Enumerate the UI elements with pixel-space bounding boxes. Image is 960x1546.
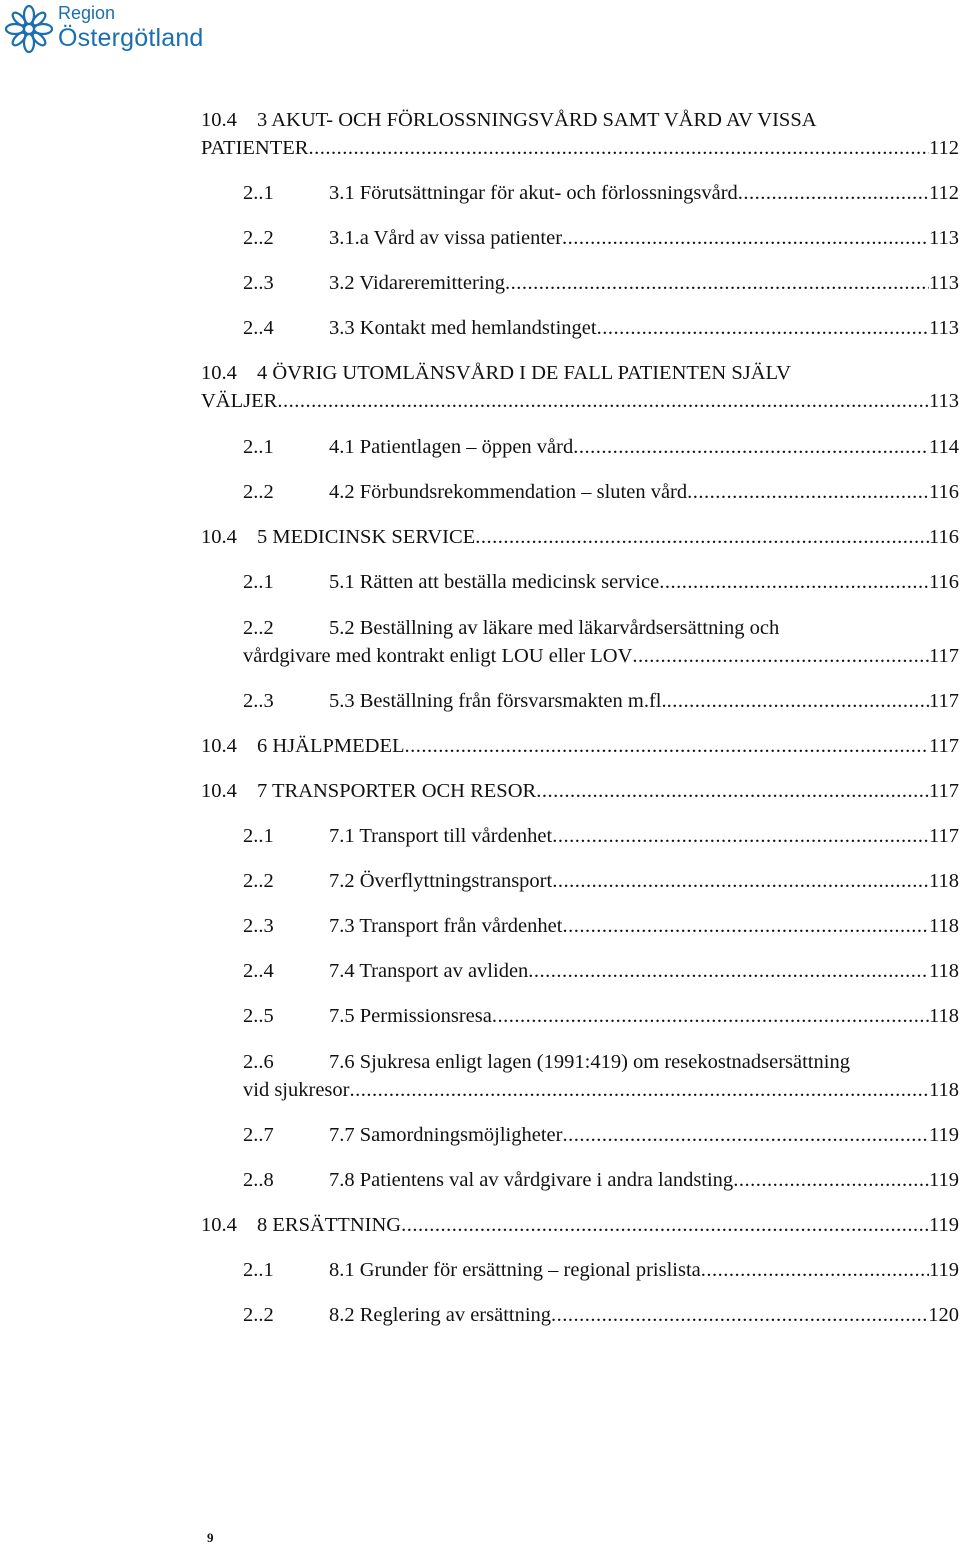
toc-title: 4 ÖVRIG UTOMLÄNSVÅRD I DE FALL PATIENTEN SJÄLV — [257, 362, 791, 384]
toc-leader-dots — [733, 1166, 929, 1194]
toc-page-number: 113 — [929, 227, 959, 249]
toc-number: 2..2 — [243, 617, 274, 639]
toc-title: 8.1 Grunder för ersättning – regional prislista — [329, 1259, 701, 1281]
toc-page-number: 117 — [929, 690, 959, 712]
toc-title: 5.3 Beställning från försvarsmakten m.fl. — [329, 690, 667, 712]
toc-number: 2..1 — [243, 825, 274, 847]
toc-number: 2..5 — [243, 1005, 274, 1027]
toc-title: 4.1 Patientlagen – öppen vård — [329, 436, 574, 458]
toc-number: 2..2 — [243, 227, 274, 249]
toc-title: 3 AKUT- OCH FÖRLOSSNINGSVÅRD SAMT VÅRD AV VISSA — [257, 109, 817, 131]
toc-entry[interactable] — [243, 224, 959, 252]
toc-number: 10.4 — [201, 526, 237, 548]
toc-page-number: 120 — [928, 1304, 959, 1326]
toc-entry[interactable] — [243, 1002, 959, 1030]
toc-number: 2..3 — [243, 272, 274, 294]
toc-page-number: 116 — [929, 481, 959, 503]
toc-title: 7.8 Patientens val av vårdgivare i andra landsting — [329, 1169, 734, 1191]
toc-number: 10.4 — [201, 735, 237, 757]
toc-entry[interactable] — [201, 106, 959, 162]
toc-page-number: 117 — [929, 645, 959, 667]
toc-title: 3.3 Kontakt med hemlandstinget — [329, 317, 597, 339]
toc-number: 2..1 — [243, 436, 274, 458]
toc-leader-dots — [552, 867, 929, 895]
toc-leader-dots — [552, 822, 929, 850]
toc-page-number: 118 — [929, 1005, 959, 1027]
toc-page-number: 117 — [929, 780, 959, 802]
toc-title: 8.2 Reglering av ersättning — [329, 1304, 552, 1326]
toc-entry[interactable] — [243, 1256, 959, 1284]
toc-title: 7.4 Transport av avliden — [329, 960, 529, 982]
toc-title: 7.3 Transport från vårdenhet — [329, 915, 563, 937]
toc-page-number: 113 — [929, 390, 959, 412]
toc-entry[interactable] — [201, 523, 959, 551]
toc-page-number: 118 — [929, 1079, 959, 1101]
toc-page-number: 116 — [929, 526, 959, 548]
toc-title: 6 HJÄLPMEDEL — [257, 735, 405, 757]
toc-number: 2..2 — [243, 870, 274, 892]
toc-title-continued: vårdgivare med kontrakt enligt LOU eller LOV — [243, 645, 633, 667]
toc-entry[interactable] — [243, 1301, 959, 1329]
toc-leader-dots — [659, 568, 929, 596]
toc-leader-dots — [667, 687, 929, 715]
toc-leader-dots — [701, 1256, 929, 1284]
toc-title-continued: PATIENTER — [201, 137, 309, 159]
toc-title-continued: VÄLJER — [201, 390, 278, 412]
toc-number: 2..2 — [243, 1304, 274, 1326]
toc-title: 7.1 Transport till vårdenhet — [329, 825, 553, 847]
toc-title: 4.2 Förbundsrekommendation – sluten vård — [329, 481, 688, 503]
toc-number: 2..2 — [243, 481, 274, 503]
toc-leader-dots — [562, 1121, 929, 1149]
toc-leader-dots — [404, 732, 929, 760]
toc-title: 5 MEDICINSK SERVICE — [257, 526, 476, 548]
toc-leader-dots — [349, 1076, 929, 1104]
toc-leader-dots — [528, 957, 929, 985]
toc-title: 7 TRANSPORTER OCH RESOR — [257, 780, 537, 802]
toc-number: 2..8 — [243, 1169, 274, 1191]
toc-title: 5.1 Rätten att beställa medicinsk service — [329, 571, 660, 593]
toc-number: 10.4 — [201, 1214, 237, 1236]
toc-leader-dots — [573, 433, 929, 461]
toc-number: 2..7 — [243, 1124, 274, 1146]
toc-number: 2..3 — [243, 915, 274, 937]
toc-page-number: 118 — [929, 960, 959, 982]
logo-region-text: Region — [58, 3, 116, 23]
toc-leader-dots — [505, 269, 929, 297]
toc-page-number: 113 — [929, 272, 959, 294]
toc-number: 10.4 — [201, 362, 237, 384]
toc-title: 7.2 Överflyttningstransport — [329, 870, 553, 892]
toc-entry[interactable] — [243, 822, 959, 850]
toc-leader-dots — [632, 642, 929, 670]
toc-leader-dots — [475, 523, 929, 551]
toc-title-continued: vid sjukresor — [243, 1079, 350, 1101]
toc-leader-dots — [738, 179, 929, 207]
toc-page-number: 117 — [929, 735, 959, 757]
page-number: 9 — [207, 1530, 214, 1545]
toc-entry[interactable] — [243, 478, 959, 506]
toc-number: 2..1 — [243, 571, 274, 593]
toc-title: 8 ERSÄTTNING — [257, 1214, 402, 1236]
toc-leader-dots — [597, 314, 929, 342]
toc-entry[interactable] — [243, 568, 959, 596]
toc-page-number: 119 — [929, 1259, 959, 1281]
toc-number: 2..1 — [243, 182, 274, 204]
toc-page-number: 119 — [929, 1124, 959, 1146]
toc-page-number: 112 — [929, 182, 959, 204]
toc-number: 2..6 — [243, 1051, 274, 1073]
toc-title: 7.7 Samordningsmöjligheter — [329, 1124, 563, 1146]
toc-title: 3.1.a Vård av vissa patienter — [329, 227, 563, 249]
toc-number: 2..4 — [243, 317, 274, 339]
toc-page-number: 117 — [929, 825, 959, 847]
toc-leader-dots — [687, 478, 929, 506]
toc-entry[interactable] — [243, 614, 959, 670]
toc-leader-dots — [277, 387, 929, 415]
toc-page-number: 114 — [929, 436, 959, 458]
toc-entry[interactable] — [243, 687, 959, 715]
toc-entry[interactable] — [243, 1121, 959, 1149]
toc-entry[interactable] — [243, 1048, 959, 1104]
toc-entry[interactable] — [243, 433, 959, 461]
toc-page-number: 118 — [929, 870, 959, 892]
toc-number: 2..4 — [243, 960, 274, 982]
toc-entry[interactable] — [201, 732, 959, 760]
toc-leader-dots — [562, 224, 929, 252]
toc-number: 2..3 — [243, 690, 274, 712]
toc-title: 7.6 Sjukresa enligt lagen (1991:419) om resekostnadsersättning — [329, 1051, 850, 1073]
toc-page-number: 119 — [929, 1214, 959, 1236]
toc-page-number: 118 — [929, 915, 959, 937]
toc-leader-dots — [562, 912, 929, 940]
toc-title: 5.2 Beställning av läkare med läkarvårdsersättning och — [329, 617, 780, 639]
toc-title: 3.1 Förutsättningar för akut- och förlossningsvård — [329, 182, 738, 204]
toc-leader-dots — [401, 1211, 929, 1239]
toc-leader-dots — [551, 1301, 928, 1329]
toc-title: 7.5 Permissionsresa — [329, 1005, 492, 1027]
toc-leader-dots — [536, 777, 929, 805]
toc-number: 10.4 — [201, 780, 237, 802]
toc-page-number: 116 — [929, 571, 959, 593]
toc-entry[interactable] — [243, 314, 959, 342]
toc-entry[interactable] — [201, 1211, 959, 1239]
toc-entry[interactable] — [243, 867, 959, 895]
toc-entry[interactable] — [243, 957, 959, 985]
toc-entry[interactable] — [201, 359, 959, 415]
toc-page-number: 119 — [929, 1169, 959, 1191]
toc-page-number: 112 — [929, 137, 959, 159]
toc-entry[interactable] — [201, 777, 959, 805]
toc-title: 3.2 Vidareremittering — [329, 272, 506, 294]
toc-leader-dots — [492, 1002, 929, 1030]
toc-number: 2..1 — [243, 1259, 274, 1281]
toc-number: 10.4 — [201, 109, 237, 131]
toc-entry[interactable] — [243, 912, 959, 940]
toc-page-number: 113 — [929, 317, 959, 339]
toc-entry[interactable] — [243, 269, 959, 297]
toc-entry[interactable] — [243, 1166, 959, 1194]
toc-leader-dots — [308, 134, 929, 162]
toc-entry[interactable] — [243, 179, 959, 207]
logo-name-text: Östergötland — [58, 24, 204, 52]
